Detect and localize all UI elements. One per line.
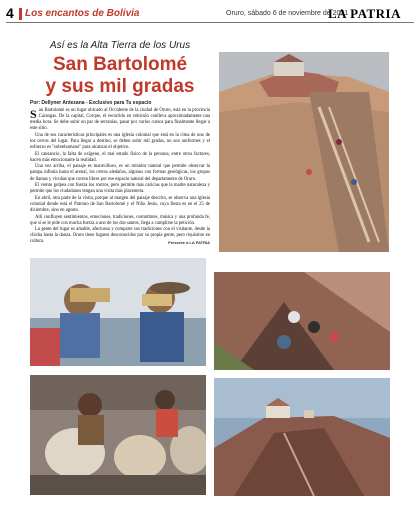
newspaper-logo: LA PATRIA bbox=[328, 6, 401, 21]
article-body bbox=[30, 108, 210, 246]
article-byline: Por: Dellyner Antezana - Exclusivo para Tu espacio bbox=[30, 100, 152, 106]
headline-line-2: y sus mil gradas bbox=[45, 76, 195, 97]
page-number: 4 bbox=[6, 5, 14, 21]
photo-hilltop-church bbox=[214, 378, 390, 496]
photo-crowd-stairs bbox=[214, 272, 390, 370]
photo-stairs-church bbox=[219, 52, 389, 252]
paragraph: En abril, otra parte de la visita, porque al margen del paisaje descrito, se observa una iglesia colonial donde está el Patrono de San Bartolomé y el Niño Jesús, cuya fiesta es en el 25 de diciembre, sino en agosto. bbox=[30, 195, 210, 213]
header-divider bbox=[6, 22, 414, 23]
photo-musicians bbox=[30, 258, 206, 366]
paragraph: Una de sus características principales es una iglesia colonial que está en la cima de uno de los cerros del lugar. Para llegar a destino, se deben subir mil gradas, no son uniformes y el esfuerzo es "sobrehumano" para alcanzar el objetivo. bbox=[30, 132, 210, 151]
paragraph: El viento golpea con fuerza los rostros, pero permite más caricias que la madre naturaleza y permite que los ciudadanos tengan una visita más placentera. bbox=[30, 183, 210, 195]
section-marker bbox=[19, 8, 22, 20]
article-kicker: Así es la Alta Tierra de los Urus bbox=[49, 40, 191, 51]
headline-line-1: San Bartolomé bbox=[52, 54, 188, 75]
photo-drummers bbox=[30, 375, 206, 495]
paragraph: Allí confluyen sentimientos, emociones, tradiciones, costumbres, música y una profunda fe, que sí se le pide con mucha fuerza a uno de los dos santos, llega a cumplirse la petición. bbox=[30, 214, 210, 226]
paragraph: La gente del lugar es amable, afectuosa y comparte sus tradiciones con el visitante, desde la chicha hasta la danza. Oruro tiene lugares desconocidos por su propia gente, pero riquísimo en cultura. bbox=[30, 227, 210, 245]
issue-date: Oruro, sábado 6 de noviembre de 2021 bbox=[226, 10, 349, 17]
article-headline bbox=[28, 54, 212, 98]
section-title: Los encantos de Bolivia bbox=[25, 8, 140, 19]
photo-credit: Presente a LA PATRIA bbox=[168, 240, 210, 245]
paragraph: Una vez arriba, el paisaje es maravilloso, es un mirador natural que permite observar la pampa infinita hasta el arenal, los cerros aledaños, algunos con formas geológicas, los grupos de llamas y vicuñas que corren libres por ese espacio natural del departamento de Oruro. bbox=[30, 164, 210, 182]
paragraph: San Bartolomé es un lugar ubicado al Occidente de la ciudad de Oruro, está en la provincia Carangas. De la capital, Corque, el recorrido en vehículo conlleva aproximadamente una media hora. Se debe subir un par de serranías, pasar por varios cursos para finalmente llegar a este sitio. bbox=[30, 107, 210, 132]
paragraph: El cansancio, la falta de oxígeno, el mal estado físico de la persona, entre otros factores, hacen más emocionante la realidad. bbox=[30, 151, 210, 163]
